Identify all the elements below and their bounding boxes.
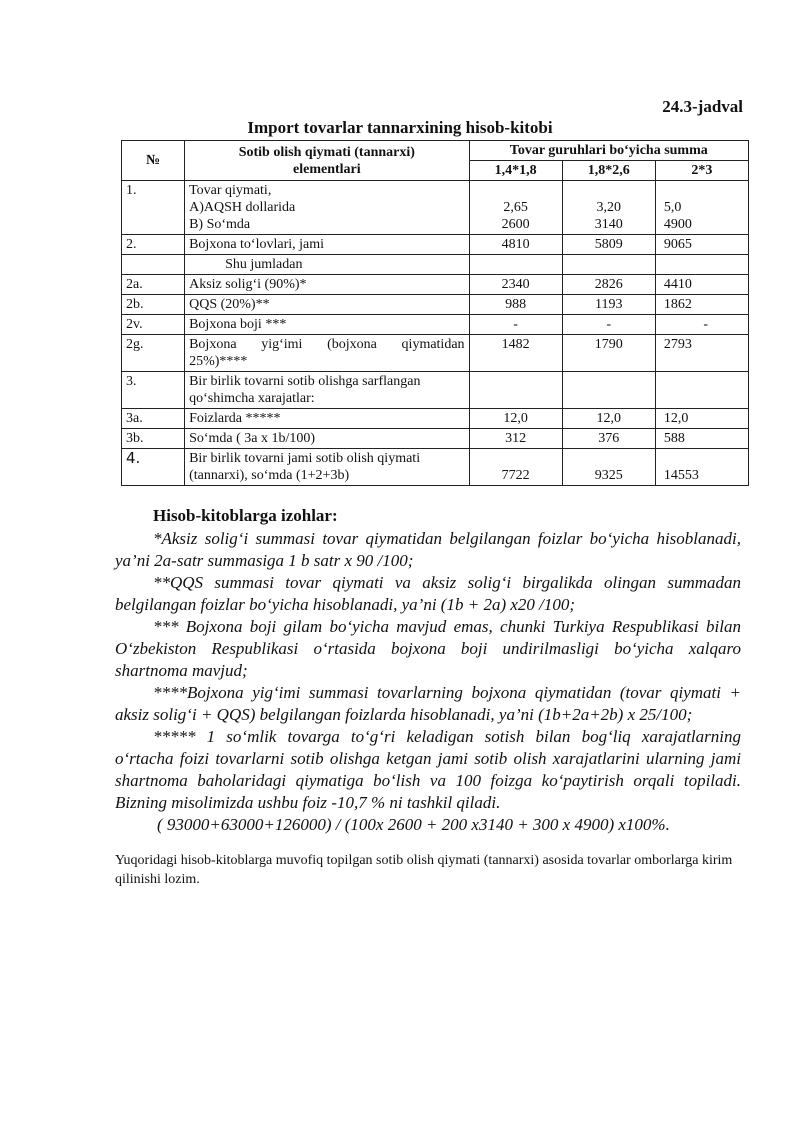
value-som: 4900 — [663, 217, 692, 232]
row-label: Bojxona boji *** — [185, 315, 469, 335]
cell-group-3 — [655, 372, 748, 409]
row-label: Shu jumladan — [185, 255, 469, 275]
value-som: 3140 — [594, 217, 623, 232]
cell-group-2: - — [562, 315, 655, 335]
cell-group-3: 1862 — [655, 295, 748, 315]
row-label: QQS (20%)** — [185, 295, 469, 315]
cell-group-2: 9325 — [562, 449, 655, 486]
row-number: 2v. — [122, 315, 185, 335]
table-header-row — [122, 141, 749, 161]
row-number: 2b. — [122, 295, 185, 315]
header-elements-line1: Sotib olish qiymati (tannarxi) — [238, 144, 415, 160]
cell-group-2 — [562, 181, 655, 235]
header-elements — [185, 141, 469, 181]
row-number: 2a. — [122, 275, 185, 295]
table-row — [122, 372, 749, 409]
table-row — [122, 315, 749, 335]
row-label-line: Tovar qiymati, — [189, 183, 272, 198]
row-label: Bojxona to‘lovlari, jami — [185, 235, 469, 255]
cell-group-1 — [469, 372, 562, 409]
header-group-2: 1,8*2,6 — [562, 161, 655, 181]
cost-calculation-table — [121, 140, 749, 486]
row-number — [122, 255, 185, 275]
cell-group-1: 312 — [469, 429, 562, 449]
table-row — [122, 429, 749, 449]
cell-group-2 — [562, 372, 655, 409]
note-paragraph: **QQS summasi tovar qiymati va aksiz solig‘i birgalikda olingan summadan belgilangan foizlar bo‘yicha hisoblanadi, ya’ni (1b + 2a) x20 /100; — [115, 573, 741, 614]
cell-group-3: 12,0 — [655, 409, 748, 429]
cell-group-2: 1193 — [562, 295, 655, 315]
value-usd: 3,20 — [596, 200, 621, 215]
note-paragraph: ***** 1 so‘mlik tovarga to‘g‘ri keladigan sotish bilan bog‘liq xarajatlarning o‘rtacha foizi tovarlarni sotib olishga ketgan jami sotib olish xarajatlarini ularning jami shartnoma baholaridagi qiymatiga bo‘lish va 100 foizga ko‘paytirish orqali topiladi. Bizning misolimizda ushbu foiz -10,7 % ni tashkil qiladi. — [115, 727, 741, 812]
row-number: 3. — [122, 372, 185, 409]
table-row — [122, 275, 749, 295]
table-row — [122, 409, 749, 429]
row-label: Aksiz solig‘i (90%)* — [185, 275, 469, 295]
cell-group-1: 7722 — [469, 449, 562, 486]
cell-group-3: 2793 — [655, 335, 748, 372]
row-label — [185, 335, 469, 372]
value-usd: 5,0 — [663, 200, 682, 215]
cell-group-3: 588 — [655, 429, 748, 449]
cell-group-3: - — [655, 315, 748, 335]
cell-group-1: 2340 — [469, 275, 562, 295]
table-row — [122, 235, 749, 255]
row-label-line: B) So‘mda — [189, 217, 251, 232]
cell-group-2: 2826 — [562, 275, 655, 295]
header-groups: Tovar guruhlari bo‘yicha summa — [469, 141, 748, 161]
row-number: 2g. — [122, 335, 185, 372]
table-title: Import tovarlar tannarxining hisob-kitobi — [247, 118, 553, 137]
header-group-1: 1,4*1,8 — [469, 161, 562, 181]
value-usd: 2,65 — [503, 200, 528, 215]
table-row — [122, 449, 749, 486]
row-label: So‘mda ( 3a x 1b/100) — [185, 429, 469, 449]
row-number: 2. — [122, 235, 185, 255]
cell-group-3: 9065 — [655, 235, 748, 255]
cell-group-1: 4810 — [469, 235, 562, 255]
row-label: Foizlarda ***** — [185, 409, 469, 429]
header-elements-line2: elementlari — [293, 161, 361, 177]
table-number: 24.3-jadval — [662, 97, 743, 116]
cell-group-1 — [469, 255, 562, 275]
note-paragraph: *Aksiz solig‘i summasi tovar qiymatidan belgilangan foizlar bo‘yicha hisoblanadi, ya’ni 2a-satr summasiga 1 b satr x 90 /100; — [115, 529, 741, 570]
note-paragraph: *** Bojxona boji gilam bo‘yicha mavjud emas, chunki Turkiya Respublikasi bilan O‘zbekiston Respublikasi o‘rtasida bojxona boji undirilmasligi bo‘yicha xalqaro shartnoma mavjud; — [115, 617, 741, 680]
notes-heading: Hisob-kitoblarga izohlar: — [153, 506, 338, 525]
row-label-line: A)AQSH dollarida — [189, 200, 296, 215]
table-row — [122, 181, 749, 235]
cell-group-3: 14553 — [655, 449, 748, 486]
row-label-line: 25%)**** — [189, 354, 248, 369]
table-row — [122, 295, 749, 315]
table-row — [122, 255, 749, 275]
cell-group-3: 4410 — [655, 275, 748, 295]
cell-group-3 — [655, 181, 748, 235]
row-number: 1. — [122, 181, 185, 235]
row-label — [185, 372, 469, 409]
value-som: 2600 — [501, 217, 530, 232]
calculation-notes — [115, 505, 741, 836]
row-label-line: qo‘shimcha xarajatlar: — [189, 391, 315, 406]
row-number: 3b. — [122, 429, 185, 449]
header-number: № — [122, 141, 185, 181]
cell-group-1: 12,0 — [469, 409, 562, 429]
header-group-3: 2*3 — [655, 161, 748, 181]
cell-group-2: 5809 — [562, 235, 655, 255]
cell-group-2: 1790 — [562, 335, 655, 372]
row-label — [185, 449, 469, 486]
row-label — [185, 181, 469, 235]
table-row — [122, 335, 749, 372]
cell-group-3 — [655, 255, 748, 275]
row-label-line: (tannarxi), so‘mda (1+2+3b) — [189, 468, 350, 483]
cell-group-1: - — [469, 315, 562, 335]
cell-group-1 — [469, 181, 562, 235]
row-number: 4. — [122, 449, 185, 486]
cell-group-2 — [562, 255, 655, 275]
note-formula: ( 93000+63000+126000) / (100x 2600 + 200 x3140 + 300 x 4900) x100%. — [157, 815, 670, 834]
row-number: 3a. — [122, 409, 185, 429]
row-label-line: Bir birlik tovarni sotib olishga sarflangan — [189, 374, 421, 389]
cell-group-1: 1482 — [469, 335, 562, 372]
row-label-line: Bir birlik tovarni jami sotib olish qiymati — [189, 451, 421, 466]
row-label-line: Bojxona yig‘imi (bojxona qiymatidan — [189, 337, 465, 352]
cell-group-1: 988 — [469, 295, 562, 315]
closing-paragraph: Yuqoridagi hisob-kitoblarga muvofiq topilgan sotib olish qiymati (tannarxi) asosida tovarlar omborlarga kirim qilinishi lozim. — [115, 853, 733, 887]
note-paragraph: ****Bojxona yig‘imi summasi tovarlarning bojxona qiymatidan (tovar qiymati + aksiz solig‘i + QQS) belgilangan foizlarda hisoblanadi, ya’ni (1b+2a+2b) x 25/100; — [115, 683, 741, 724]
cell-group-2: 376 — [562, 429, 655, 449]
cell-group-2: 12,0 — [562, 409, 655, 429]
